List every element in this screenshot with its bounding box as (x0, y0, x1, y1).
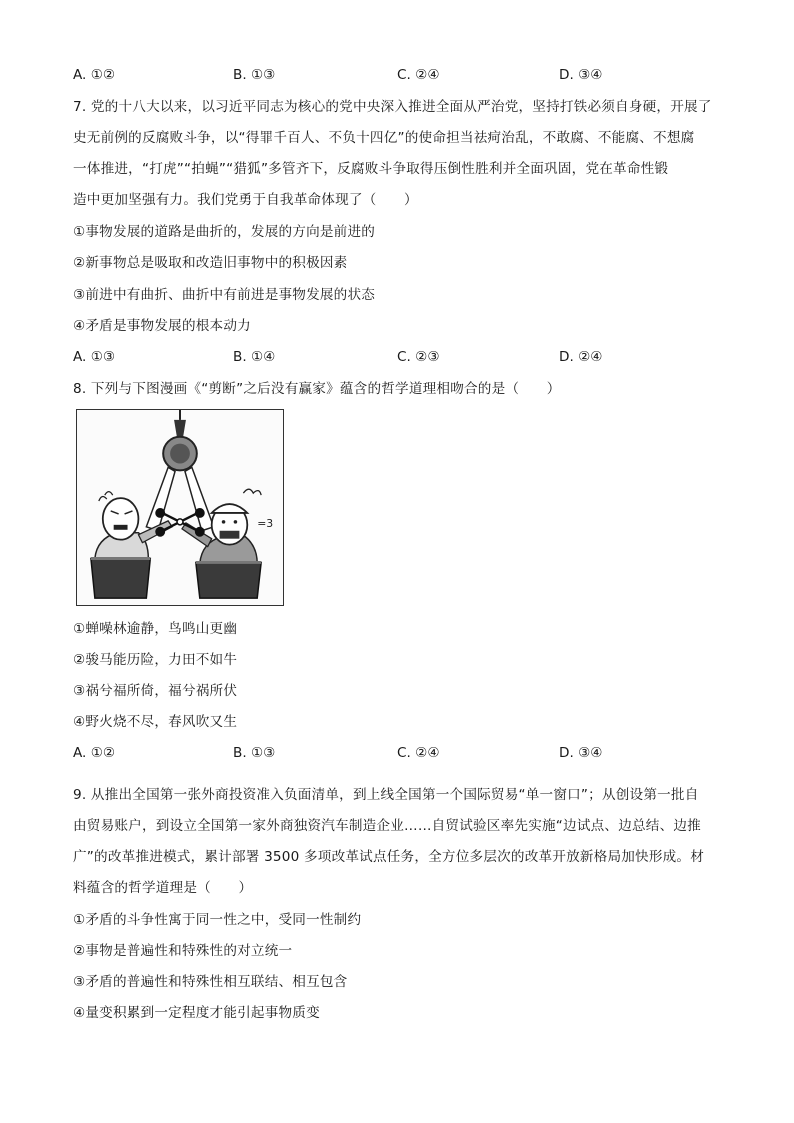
q6-option-b: B. ①③ (233, 67, 276, 83)
q7-option-c: C. ②③ (397, 349, 440, 365)
q7-stem-line-1: 7. 党的十八大以来，以习近平同志为核心的党中央深入推进全面从严治党，坚持打铁必须自身硬，开展了 (73, 99, 712, 115)
q9-stem-line-1: 9. 从推出全国第一张外商投资准入负面清单，到上线全国第一个国际贸易“单一窗口”；从创设第一批自 (73, 787, 699, 803)
q9-statement-1: ①矛盾的斗争性寓于同一性之中，受同一性制约 (73, 912, 362, 928)
q8-option-d: D. ③④ (559, 745, 603, 761)
svg-text:=3: =3 (257, 516, 274, 530)
q9-statement-2: ②事物是普遍性和特殊性的对立统一 (73, 943, 293, 959)
q7-stem-line-4: 造中更加坚强有力。我们党勇于自我革命体现了（ ） (73, 192, 418, 208)
q7-option-b: B. ①④ (233, 349, 276, 365)
q9-statement-3: ③矛盾的普遍性和特殊性相互联结、相互包含 (73, 974, 348, 990)
q7-statement-2: ②新事物总是吸取和改造旧事物中的积极因素 (73, 255, 348, 271)
q6-option-c: C. ②④ (397, 67, 440, 83)
q7-options (73, 348, 733, 366)
q8-option-c: C. ②④ (397, 745, 440, 761)
q8-statement-2: ②骏马能历险，力田不如牛 (73, 652, 238, 668)
q7-statement-1: ①事物发展的道路是曲折的，发展的方向是前进的 (73, 224, 376, 240)
q6-option-d: D. ③④ (559, 67, 603, 83)
cartoon-image (76, 409, 284, 606)
q8-option-b: B. ①③ (233, 745, 276, 761)
q7-stem-line-3: 一体推进，“打虎”“拍蝇”“猎狐”多管齐下，反腐败斗争取得压倒性胜利并全面巩固，党在革命性锻 (73, 161, 669, 177)
q8-statement-4: ④野火烧不尽，春风吹又生 (73, 714, 238, 730)
q7-stem-line-2: 史无前例的反腐败斗争，以“得罪千百人、不负十四亿”的使命担当祛疴治乱，不敢腐、不能腐、不想腐 (73, 130, 695, 146)
q7-option-a: A. ①③ (73, 349, 116, 365)
q8-stem: 8. 下列与下图漫画《“剪断”之后没有赢家》蕴含的哲学道理相吻合的是（ ） (73, 381, 561, 397)
cartoon-drawing (77, 410, 283, 605)
q6-option-a: A. ①② (73, 67, 116, 83)
q8-options (73, 744, 733, 762)
q7-option-d: D. ②④ (559, 349, 603, 365)
q7-statement-4: ④矛盾是事物发展的根本动力 (73, 318, 251, 334)
q8-statement-1: ①蝉噪林逾静，鸟鸣山更幽 (73, 621, 238, 637)
q9-stem-line-3: 广”的改革推进模式，累计部署 3500 多项改革试点任务，全方位多层次的改革开放新格局加快形成。材 (73, 849, 705, 865)
q9-stem-line-4: 料蕴含的哲学道理是（ ） (73, 880, 253, 896)
q6-options (73, 66, 733, 84)
q9-statement-4: ④量变积累到一定程度才能引起事物质变 (73, 1005, 320, 1021)
q8-option-a: A. ①② (73, 745, 116, 761)
q8-statement-3: ③祸兮福所倚，福兮祸所伏 (73, 683, 238, 699)
q9-stem-line-2: 由贸易账户，到设立全国第一家外商独资汽车制造企业……自贸试验区率先实施“边试点、边总结、边推 (73, 818, 701, 834)
q7-statement-3: ③前进中有曲折、曲折中有前进是事物发展的状态 (73, 287, 376, 303)
